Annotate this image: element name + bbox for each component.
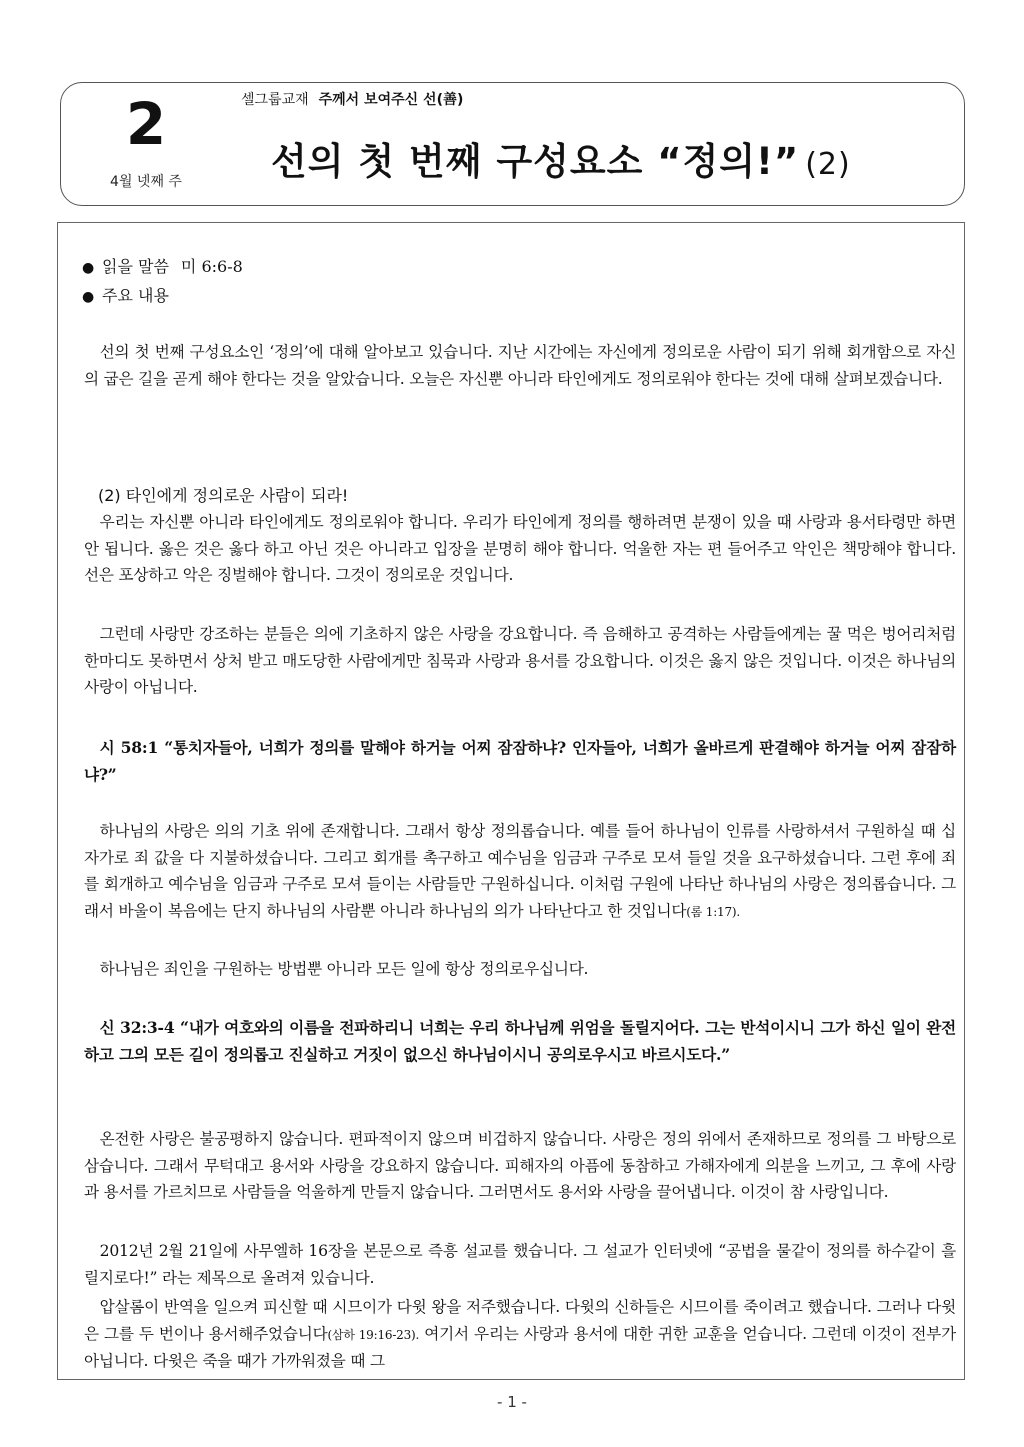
series-label: 셀그룹교재 (241, 92, 309, 108)
paragraph-3-text: 하나님의 사랑은 의의 기초 위에 존재합니다. 그래서 항상 정의롭습니다. 예를 들어 하나님이 인류를 사랑하셔서 구원하실 때 십자가로 죄 값을 다 지불하셨습니다. 그리고 회개를 촉구하고 예수님을 임금과 구주로 모셔 들일 것을 요구하셨습니다. 그런 후에 죄를 회개하고 예수님을 임금과 구주로 모셔 들이는 사람들만 구원하십니다. 이처럼 구원에 나타난 하나님의 사랑은 정의롭습니다. 그래서 바울이 복음에는 단지 하나님의 사람뿐 아니라 하나님의 의가 나타난다고 한 것입니다 (84, 822, 956, 920)
section-subheading: (2) 타인에게 정의로운 사람이 되라! (98, 486, 349, 505)
paragraph-6: 2012년 2월 21일에 사무엘하 16장을 본문으로 즉흥 설교를 했습니다. 그 설교가 인터넷에 “공법을 물같이 정의를 하수같이 흘릴지로다!” 라는 제목으로 올려져 있습니다. (84, 1242, 956, 1287)
title-part: (2) (805, 147, 851, 182)
series-line (241, 89, 463, 109)
summary-row (82, 282, 243, 311)
bullet-icon: ● (82, 289, 95, 305)
paragraph-4: 하나님은 죄인을 구원하는 방법뿐 아니라 모든 일에 항상 정의로우십니다. (99, 960, 589, 978)
reading-row (82, 253, 243, 282)
summary-label: 주요 내용 (102, 286, 169, 305)
lesson-header (60, 82, 965, 206)
content-area (57, 222, 965, 1380)
paragraph-7-text-cont: 여기서 우리는 사랑과 용서에 대한 귀한 교훈을 얻습니다. 그런데 이것이 전부가 아닙니다. 다윗은 죽을 때가 가까워졌을 때 그 (84, 1324, 956, 1370)
paragraph-7-ref: (삼하 19:16-23). (327, 1327, 420, 1342)
paragraph-2: 그런데 사랑만 강조하는 분들은 의에 기초하지 않은 사랑을 강요합니다. 즉 음해하고 공격하는 사람들에게는 꿀 먹은 벙어리처럼 한마디도 못하면서 상처 받고 매도당한 사람에게만 침묵과 사랑과 용서를 강요합니다. 이것은 옳지 않은 것입니다. 이것은 하나님의 사랑이 아닙니다. (84, 625, 956, 696)
reading-label: 읽을 말씀 (102, 257, 169, 276)
intro-paragraph: 선의 첫 번째 구성요소인 ‘정의’에 대해 알아보고 있습니다. 지난 시간에는 자신에게 정의로운 사람이 되기 위해 회개함으로 자신의 굽은 길을 곧게 해야 한다는 것을 알았습니다. 오늘은 자신뿐 아니라 타인에게도 정의로워야 한다는 것에 대해 살펴보겠습니다. (84, 343, 956, 388)
title-text: 선의 첫 번째 구성요소 “정의!” (271, 140, 800, 183)
paragraph-7 (84, 1294, 956, 1375)
paragraph-5: 온전한 사랑은 불공평하지 않습니다. 편파적이지 않으며 비겁하지 않습니다. 사랑은 정의 위에서 존재하므로 정의를 그 바탕으로 삼습니다. 그래서 무턱대고 용서와 사랑을 강요하지 않습니다. 피해자의 아픔에 동참하고 가해자에게 의분을 느끼고, 그 후에 사랑과 용서를 가르치므로 사람들을 억울하게 만들지 않습니다. 그러면서도 용서와 사랑을 끌어냅니다. 이것이 참 사랑입니다. (84, 1130, 956, 1201)
paragraph-3-ref: (롬 1:17). (686, 904, 741, 919)
scripture-quote-1: 시 58:1 “통치자들아, 너희가 정의를 말해야 하거늘 어찌 잠잠하냐? 인자들아, 너희가 올바르게 판결해야 하거늘 어찌 잠잠하냐?” (84, 738, 956, 784)
page-number: - 1 - (497, 1393, 527, 1411)
week-label: 4월 넷째 주 (110, 174, 182, 190)
reading-value: 미 6:6-8 (180, 257, 243, 276)
scripture-quote-2: 신 32:3-4 “내가 여호와의 이름을 전파하리니 너희는 우리 하나님께 위엄을 돌릴지어다. 그는 반석이시니 그가 하신 일이 완전하고 그의 모든 길이 정의롭고 진실하고 거짓이 없으신 하나님이시니 공의로우시고 바르시도다.” (84, 1018, 956, 1064)
paragraph-7-text: 압살롬이 반역을 일으켜 피신할 때 시므이가 다윗 왕을 저주했습니다. 다윗의 신하들은 시므이를 죽이려고 했습니다. 그러나 다윗은 그를 두 번이나 용서해주었습니다 (84, 1298, 956, 1343)
lesson-meta (82, 253, 243, 311)
bullet-icon: ● (82, 260, 95, 276)
page-title (271, 131, 851, 185)
paragraph-1: 우리는 자신뿐 아니라 타인에게도 정의로워야 합니다. 우리가 타인에게 정의를 행하려면 분쟁이 있을 때 사랑과 용서타령만 하면 안 됩니다. 옳은 것은 옳다 하고 아닌 것은 아니라고 입장을 분명히 해야 합니다. 억울한 자는 편 들어주고 악인은 책망해야 합니다. 선은 포상하고 악은 징벌해야 합니다. 그것이 정의로운 것입니다. (84, 513, 956, 584)
series-title: 주께서 보여주신 선(善) (318, 92, 464, 108)
lesson-number: 2 (125, 90, 167, 158)
paragraph-3 (84, 818, 956, 925)
